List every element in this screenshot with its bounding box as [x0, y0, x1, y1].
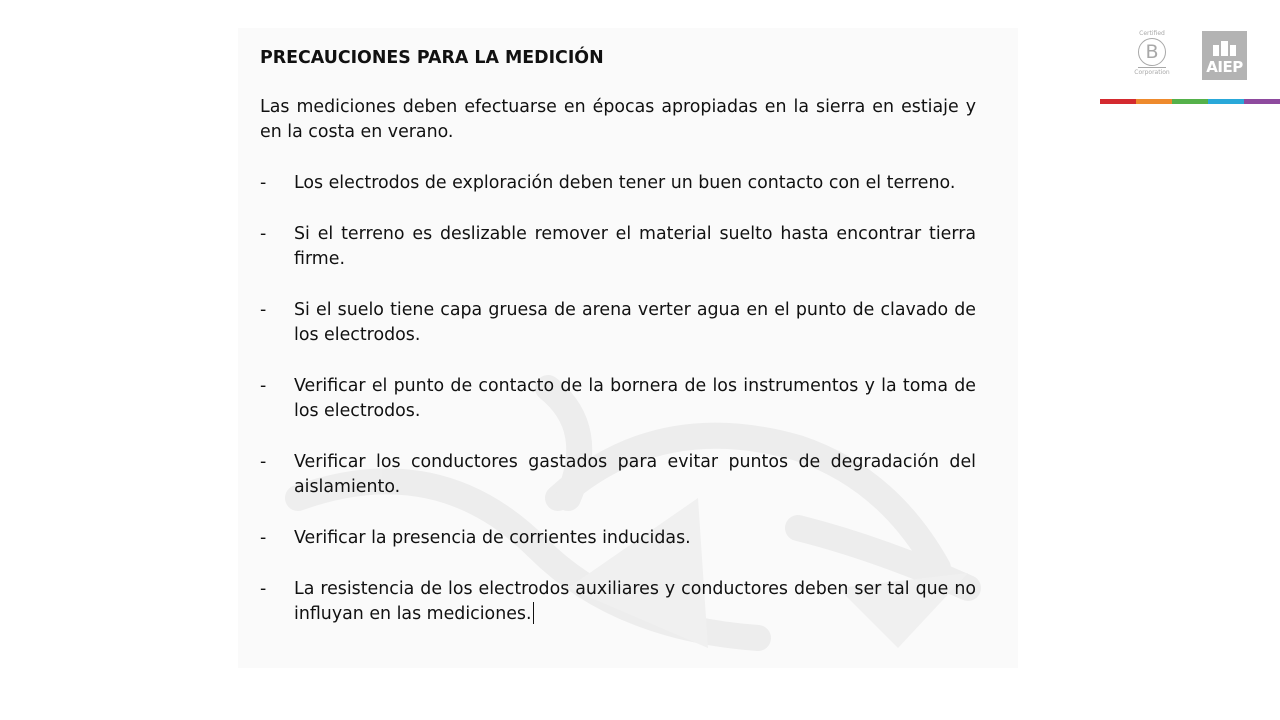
bcorp-logo	[1130, 30, 1174, 82]
intro-paragraph: Las mediciones deben efectuarse en épocas apropiadas en la sierra en estiaje y en la costa en verano.	[260, 97, 976, 142]
bullet-dash: -	[260, 224, 267, 244]
list-item-text: Los electrodos de exploración deben tener un buen contacto con el terreno.	[294, 173, 956, 193]
list-item-text: Verificar los conductores gastados para evitar puntos de degradación del aislamiento.	[294, 452, 976, 497]
list-item	[260, 171, 976, 196]
text-cursor	[533, 602, 534, 624]
list-item-text: Si el terreno es deslizable remover el material suelto hasta encontrar tierra firme.	[294, 224, 976, 269]
list-item	[260, 450, 976, 500]
color-strip-segment	[1208, 99, 1244, 104]
list-item-text	[294, 577, 976, 627]
bullet-dash: -	[260, 173, 267, 193]
list-item	[260, 222, 976, 272]
color-strip-segment	[1136, 99, 1172, 104]
color-strip-segment	[1172, 99, 1208, 104]
color-strip	[1100, 99, 1280, 104]
bullet-dash: -	[260, 300, 267, 320]
document-image	[238, 28, 1018, 668]
list-item	[260, 298, 976, 348]
bullet-dash: -	[260, 452, 267, 472]
bullet-dash: -	[260, 376, 267, 396]
bcorp-letter: B	[1145, 40, 1159, 63]
bcorp-divider	[1138, 67, 1166, 68]
list-item-text-content: La resistencia de los electrodos auxiliares y conductores deben ser tal que no influyan en las mediciones.	[294, 579, 976, 624]
bcorp-top-text: Certified	[1139, 30, 1165, 37]
document-title: PRECAUCIONES PARA LA MEDICIÓN	[260, 48, 604, 68]
color-strip-segment	[1244, 99, 1280, 104]
list-item	[260, 374, 976, 424]
bullet-dash: -	[260, 579, 267, 599]
list-item-text: Verificar el punto de contacto de la bornera de los instrumentos y la toma de los electrodos.	[294, 376, 976, 421]
bcorp-circle	[1138, 38, 1166, 66]
document-text	[260, 46, 976, 653]
list-item-text: Si el suelo tiene capa gruesa de arena verter agua en el punto de clavado de los electrodos.	[294, 300, 976, 345]
aiep-logo	[1202, 31, 1247, 80]
bcorp-bottom-text: Corporation	[1134, 69, 1170, 76]
bullet-dash: -	[260, 528, 267, 548]
list-item	[260, 526, 976, 551]
color-strip-segment	[1100, 99, 1136, 104]
list-item-text: Verificar la presencia de corrientes inducidas.	[294, 528, 691, 548]
aiep-logo-text: AIEP	[1206, 58, 1243, 76]
list-item	[260, 577, 976, 627]
